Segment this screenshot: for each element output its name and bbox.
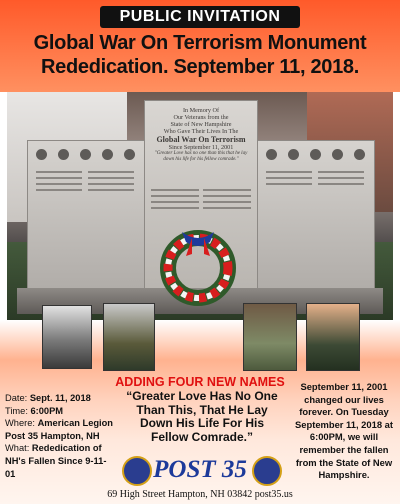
where-row: Where: American Legion Post 35 Hampton, NH [5,418,113,441]
engraved-name [151,189,199,191]
service-seal-icon [58,149,69,160]
engraved-name [203,207,251,209]
event-title-line2: Rededication. September 11, 2018. [40,56,360,78]
service-seal-icon [36,149,47,160]
event-title-line1: Global War On Terrorism Monument [33,32,367,54]
portrait-soldier-1 [42,305,92,369]
post35-logo: POST 35 [153,456,247,483]
footer-address: 69 High Street Hampton, NH 03842 post35.us [107,489,293,500]
engraved-name [203,195,251,197]
engraved-name [266,183,312,185]
service-seal-icon [102,149,113,160]
remembrance-message: September 11, 2001 changed our lives forever. On Tuesday September 11, 2018 at 6:00PM, we will remember the fallen from the State of New Hampshire. [295,381,393,481]
public-invitation-label: PUBLIC INVITATION [100,6,300,28]
engraved-name [88,183,134,185]
engraved-name [203,189,251,191]
engraved-name [88,171,134,173]
engraved-name [266,177,312,179]
engraved-name [36,177,82,179]
memorial-quote: “Greater Love Has No One Than This, That He Lay Down His Life For His Fellow Comrade.” [126,389,278,444]
engraved-name [151,195,199,197]
service-seal-icon [266,149,277,160]
engraved-name [318,183,364,185]
event-details [5,392,115,480]
engraved-name [151,207,199,209]
portrait-soldier-3 [243,303,297,371]
engraved-name [36,183,82,185]
time-row: Time: 6:00PM [5,405,64,416]
portrait-soldier-2 [103,303,155,371]
engraved-name [203,201,251,203]
engraved-name [88,189,134,191]
service-seal-icon [288,149,299,160]
adding-names-heading: ADDING FOUR NEW NAMES [115,375,285,389]
service-seal-icon [310,149,321,160]
date-row: Date: Sept. 11, 2018 [5,393,91,403]
monument-right-stone [257,140,375,292]
what-row: What: Rededication of NH's Fallen Since 9-11-01 [5,443,107,479]
american-legion-emblem-icon [252,456,282,486]
service-seal-icon [332,149,343,160]
engraved-name [318,171,364,173]
monument-left-stone [27,140,145,292]
engraved-name [151,201,199,203]
memorial-wreath [152,218,244,310]
portrait-soldier-4 [306,303,360,371]
event-title [0,31,400,79]
service-seal-icon [124,149,135,160]
service-seal-icon [80,149,91,160]
monument-inscription: In Memory Of Our Veterans from the State of New Hampshire Who Gave Their Lives In The Global War On Terrorism Since September 11, 2001 "Greater Love has no one than this that he lay down his life for his fellow comrade." [154,107,248,162]
engraved-name [36,189,82,191]
engraved-name [36,171,82,173]
engraved-name [266,171,312,173]
engraved-name [88,177,134,179]
monument-photo [7,92,393,320]
engraved-name [318,177,364,179]
service-seal-icon [354,149,365,160]
